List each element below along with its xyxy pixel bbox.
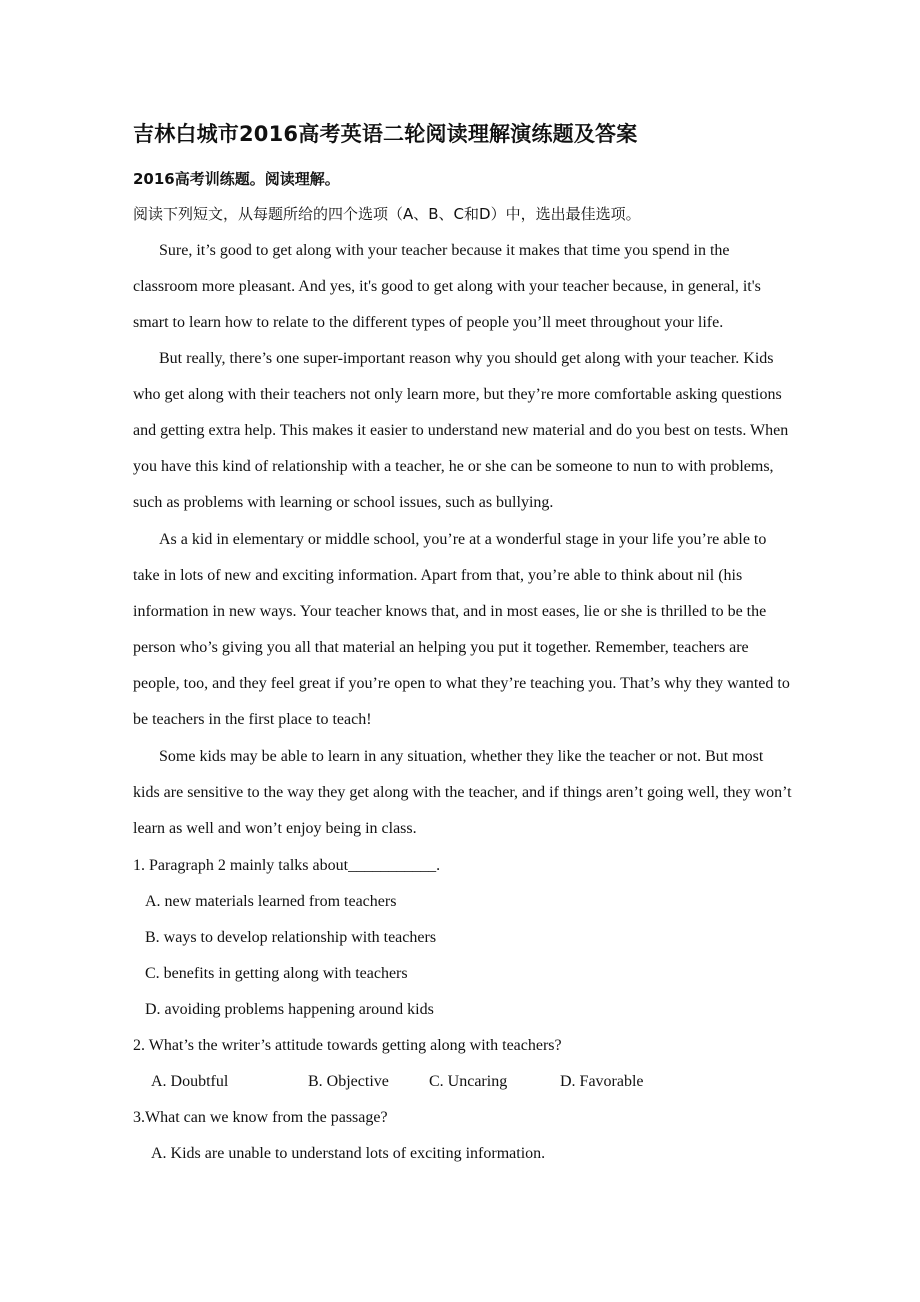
instruction-text: 阅读下列短文，从每题所给的四个选项（A、B、C和D）中，选出最佳选项。 [133,205,641,223]
passage-line: people, too, and they feel great if you’re open to what they’re teaching you. That’s why they wanted to [133,675,790,692]
question-1-option-b: B. ways to develop relationship with teachers [145,929,437,946]
question-1-option-d: D. avoiding problems happening around kids [145,1001,434,1018]
passage-line: and getting extra help. This makes it easier to understand new material and do you best on tests. When [133,422,789,439]
passage-line: As a kid in elementary or middle school, you’re at a wonderful stage in your life you’re able to [159,531,767,548]
passage-line: learn as well and won’t enjoy being in class. [133,820,417,837]
passage-line: kids are sensitive to the way they get along with the teacher, and if things aren’t going well, they won’t [133,784,792,801]
passage-line: Some kids may be able to learn in any situation, whether they like the teacher or not. But most [159,748,764,765]
passage-line: be teachers in the first place to teach! [133,711,372,728]
document-title: 吉林白城市2016高考英语二轮阅读理解演练题及答案 [133,122,638,146]
passage-line: smart to learn how to relate to the different types of people you’ll meet throughout your life. [133,314,724,331]
passage-line: classroom more pleasant. And yes, it's good to get along with your teacher because, in general, it's [133,278,761,295]
question-3-option-a: A. Kids are unable to understand lots of exciting information. [151,1145,546,1162]
question-2-option-c: C. Uncaring [429,1073,508,1090]
passage-line: But really, there’s one super-important reason why you should get along with your teacher. Kids [159,350,774,367]
question-2-option-b: B. Objective [308,1073,389,1090]
question-2-stem: 2. What’s the writer’s attitude towards getting along with teachers? [133,1037,562,1054]
passage-line: who get along with their teachers not only learn more, but they’re more comfortable asking questions [133,386,782,403]
passage-line: such as problems with learning or school issues, such as bullying. [133,494,554,511]
passage-line: you have this kind of relationship with a teacher, he or she can be someone to nun to with problems, [133,458,774,475]
passage-line: information in new ways. Your teacher knows that, and in most eases, lie or she is thrilled to be the [133,603,767,620]
passage-line: person who’s giving you all that material an helping you put it together. Remember, teachers are [133,639,749,656]
passage-line: Sure, it’s good to get along with your teacher because it makes that time you spend in the [159,242,730,259]
question-2-option-d: D. Favorable [560,1073,644,1090]
question-1-option-c: C. benefits in getting along with teachers [145,965,408,982]
question-1-stem: 1. Paragraph 2 mainly talks about___________. [133,857,441,874]
question-2-option-a: A. Doubtful [151,1073,229,1090]
question-1-option-a: A. new materials learned from teachers [145,893,397,910]
passage-line: take in lots of new and exciting information. Apart from that, you’re able to think about nil (his [133,567,743,584]
question-3-stem: 3.What can we know from the passage? [133,1109,388,1126]
question-2-options [0,1072,920,1094]
section-subtitle: 2016高考训练题。阅读理解。 [133,170,340,188]
